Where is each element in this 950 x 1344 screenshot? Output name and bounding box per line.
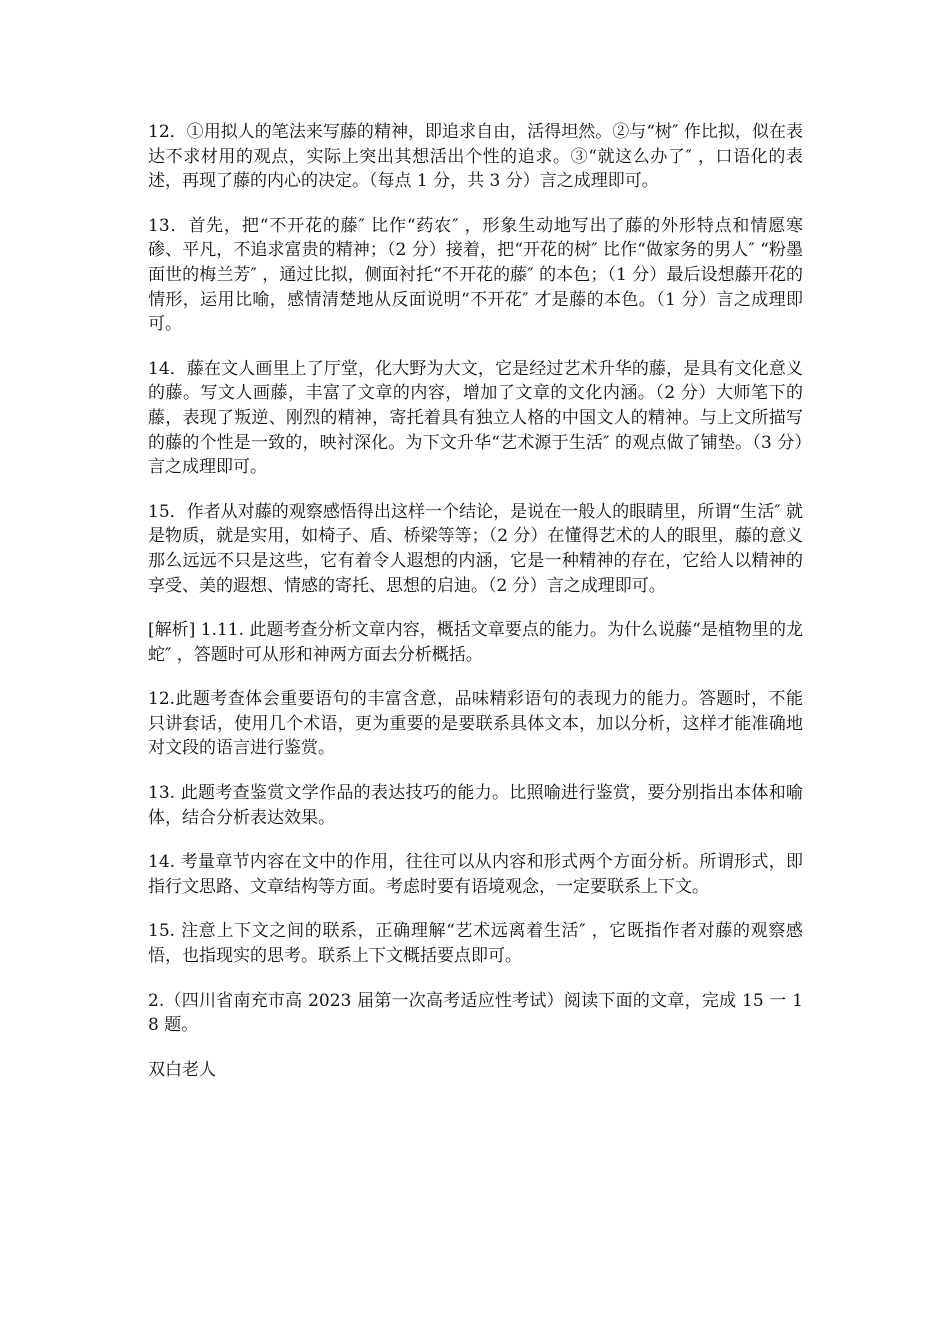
analysis-15: 15. 注意上下文之间的联系，正确理解“艺术远离着生活″ ，它既指作者对藤的观察感悟，也指现实的思考。联系上下文概括要点即可。 [148,921,803,967]
analysis-12: 12.此题考查体会重要语句的丰富含意，品味精彩语句的表现力的能力。答题时，不能只讲套话，使用几个术语，更为重要的是要联系具体文本，加以分析，这样才能准确地对文段的语言进行鉴赏。 [148,689,803,759]
question-2-intro: 2.（四川省南充市高 2023 届第一次高考适应性考试）阅读下面的文章，完成 15 一 18 题。 [148,990,803,1036]
answer-15: 15．作者从对藤的观察感悟得出这样一个结论，是说在一般人的眼睛里，所谓“生活″ 就是物质，就是实用，如椅子、盾、桥梁等等；（2 分）在懂得艺术的人的眼里，藤的意义那么远远不只是这些，它有着令人遐想的内涵，它是一种精神的存在，它给人以精神的享受、美的遐想、情感的寄托、思想的启迪。（2 分）言之成理即可。 [148,501,803,596]
analysis-11: [解析] 1.11. 此题考查分析文章内容，概括文章要点的能力。为什么说藤“是植物里的龙蛇″ ，答题时可从形和神两方面去分析概括。 [148,620,803,665]
answer-14: 14．藤在文人画里上了厅堂，化大野为大文，它是经过艺术升华的藤，是具有文化意义的藤。写文人画藤，丰富了文章的内容，增加了文章的文化内涵。（2 分）大师笔下的藤，表现了叛逆、刚烈的精神，寄托着具有独立人格的中国文人的精神。与上文所描写的藤的个性是一致的，映衬深化。为下文升华“艺术源于生活″ 的观点做了铺垫。（3 分）言之成理即可。 [148,358,803,478]
answer-12: 12．①用拟人的笔法来写藤的精神，即追求自由，活得坦然。②与“树″ 作比拟，似在表达不求材用的观点，实际上突出其想活出个性的追求。③“就这么办了″ ，口语化的表述，再现了藤的内心的决定。（每点 1 分，共 3 分）言之成理即可。 [148,122,803,192]
answer-13: 13．首先，把“不开花的藤″ 比作“药农″ ，形象生动地写出了藤的外形特点和情愿寒碜、平凡，不追求富贵的精神；（2 分）接着，把“开花的树″ 比作“做家务的男人″ “粉墨面世的梅兰芳″ ，通过比拟，侧面衬托“不开花的藤″ 的本色；（1 分）最后设想藤开花的情形，运用比喻，感情清楚地从反面说明“不开花″ 才是藤的本色。（1 分）言之成理即可。 [148,215,803,335]
analysis-14: 14. 考量章节内容在文中的作用，往往可以从内容和形式两个方面分析。所谓形式，即指行文思路、文章结构等方面。考虑时要有语境观念，一定要联系上下文。 [148,852,803,897]
document-page [148,120,803,1102]
analysis-13: 13. 此题考查鉴赏文学作品的表达技巧的能力。比照喻进行鉴赏，要分别指出本体和喻体，结合分析表达效果。 [148,783,803,828]
article-title: 双白老人 [148,1059,216,1080]
